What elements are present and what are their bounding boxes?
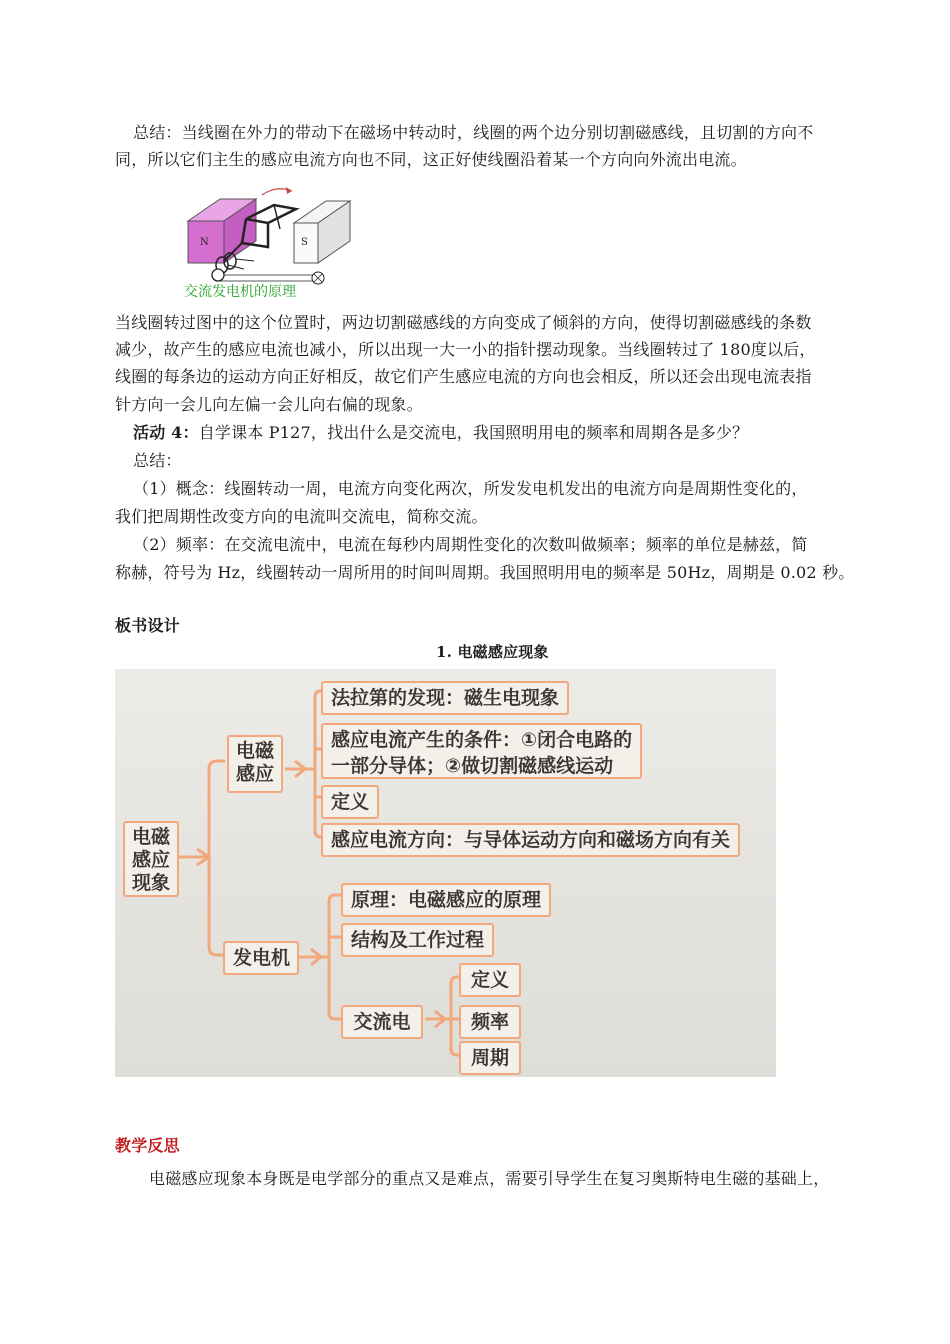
mindmap-item-definition: 定义 [321,785,379,819]
reflection-text: 电磁感应现象本身既是电学部分的重点又是难点，需要引导学生在复习奥斯特电生磁的基础上， [149,1169,830,1188]
magnet-n-label: N [200,237,209,248]
mindmap-root: 电磁感应现象 [123,821,179,897]
mindmap-branch-electromagnetic-induction: 电磁感应 [227,735,283,793]
magnet-s-label: S [301,237,308,248]
summary1-line2: 同，所以它们主生的感应电流方向也不同，这正好使线圈沿着某一个方向向外流出电流。 [115,150,747,169]
explain-line2: 减少，故产生的感应电流也减小，所以出现一大一小的指针摆动现象。当线圈转过了 180度以后， [115,340,816,359]
mindmap-photo [115,669,776,1077]
item1-line2: 我们把周期性改变方向的电流叫交流电，简称交流。 [115,507,488,526]
mindmap-ac-frequency: 频率 [459,1005,521,1039]
mindmap-branch-generator: 发电机 [223,941,299,975]
item1-line1: （1）概念：线圈转动一周，电流方向变化两次，所发发电机发出的电流方向是周期性变化的， [133,479,808,498]
activity4-text: 自学课本 P127，找出什么是交流电，我国照明用电的频率和周期各是多少？ [198,423,749,442]
summary2: 总结： [133,451,182,470]
mindmap-item-condition-line1: 感应电流产生的条件：①闭合电路的 [331,729,633,751]
activity4 [133,419,748,446]
summary1-line1: 总结：当线圈在外力的带动下在磁场中转动时，线圈的两个边分别切割磁感线，且切割的方向不 [133,123,814,142]
mindmap-item-condition-line2: 一部分导体；②做切割磁感线运动 [331,755,614,777]
mindmap-ac-definition: 定义 [459,963,521,997]
figure-caption: 交流发电机的原理 [184,284,296,300]
mindmap-ac-period: 周期 [459,1041,521,1075]
mindmap-item-current-direction: 感应电流方向：与导体运动方向和磁场方向有关 [321,823,740,857]
reflection-heading: 教学反思 [115,1136,180,1155]
mindmap-item-structure: 结构及工作过程 [341,923,494,957]
explain-line1: 当线圈转过图中的这个位置时，两边切割磁感线的方向变成了倾斜的方向，使得切割磁感线的条数 [115,313,812,332]
mindmap-item-ac: 交流电 [341,1005,423,1039]
mindmap-item-faraday: 法拉第的发现：磁生电现象 [321,681,569,715]
activity4-label: 活动 4： [133,423,199,442]
mindmap-item-condition [321,723,642,779]
item2-line2: 称赫，符号为 Hz，线圈转动一周所用的时间叫周期。我国照明用电的频率是 50Hz，周期是 0.02 秒。 [115,563,855,582]
board-design-heading: 板书设计 [115,616,180,635]
board-design-title: 1. 电磁感应现象 [436,643,549,661]
item2-line1: （2）频率：在交流电流中，电流在每秒内周期性变化的次数叫做频率；频率的单位是赫兹，简 [133,535,808,554]
mindmap-item-principle: 原理：电磁感应的原理 [341,883,551,917]
explain-line3: 线圈的每条边的运动方向正好相反，故它们产生感应电流的方向也会相反，所以还会出现电流表指 [115,367,812,386]
explain-line4: 针方向一会儿向左偏一会儿向右偏的现象。 [115,395,423,414]
